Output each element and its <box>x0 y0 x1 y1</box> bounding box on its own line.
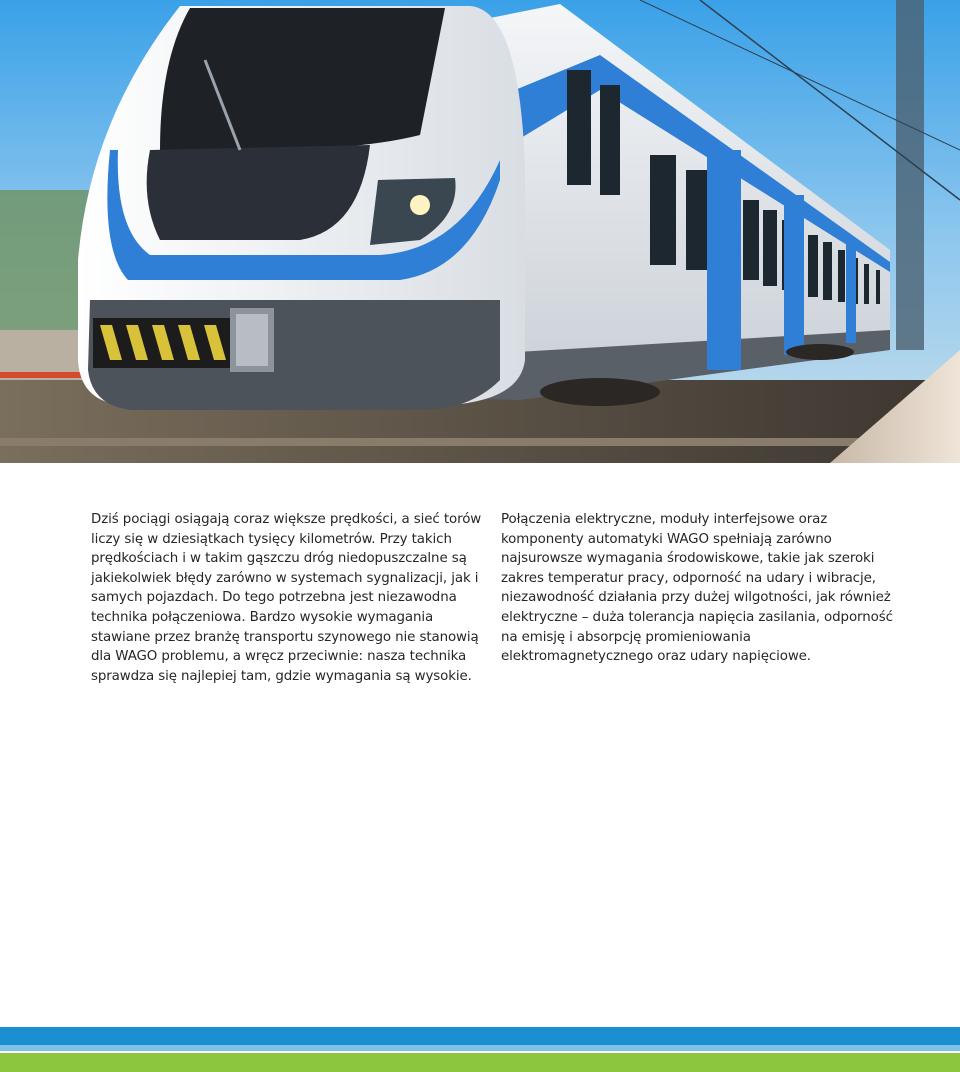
article-right-column: Połączenia elektryczne, moduły interfejsowe oraz komponenty automatyki WAGO spełniają zarówno najsurowsze wymagania środowiskowe, takie jak szeroki zakres temperatur pracy, odporność na udary i wibracje, niezawodność działania przy dużej wilgotności, jak również elektryczne – duża tolerancja napięcia zasilania, odporność na emisję i absorpcję promieniowania elektromagnetycznego oraz udary napięciowe. <box>501 512 893 665</box>
footer-stripe-blue <box>0 1027 960 1045</box>
train-photo <box>0 0 960 463</box>
footer-stripe-green <box>0 1053 960 1072</box>
footer-stripes <box>0 1027 960 1072</box>
train-illustration <box>0 0 960 463</box>
article-left-column: Dziś pociągi osiągają coraz większe prędkości, a sieć torów liczy się w dziesiątkach tysięcy kilometrów. Przy takich prędkościach i w takim gąszczu dróg niedopuszczalne są jakiekolwiek błędy zarówno w systemach sygnalizacji, jak i samych pojazdach. Do tego potrzebna jest niezawodna technika połączeniowa. Bardzo wysokie wymagania stawiane przez branżę transportu szynowego nie stanowią dla WAGO problemu, a wręcz przeciwnie: nasza technika sprawdza się najlepiej tam, gdzie wymagania są wysokie. <box>91 512 482 684</box>
